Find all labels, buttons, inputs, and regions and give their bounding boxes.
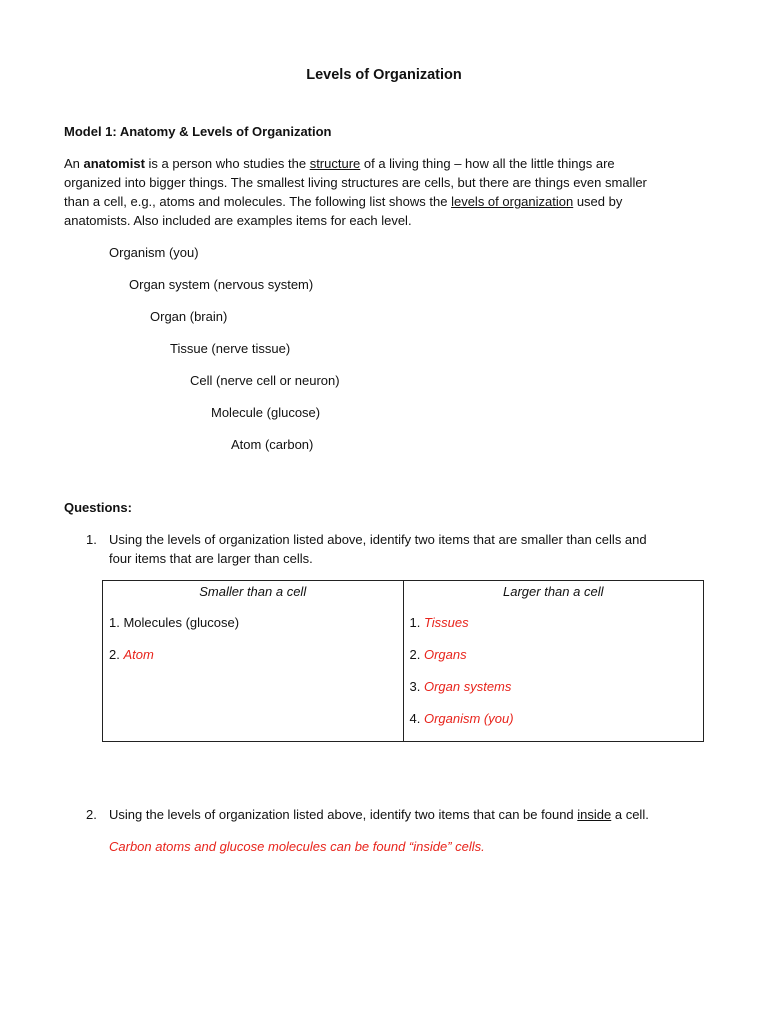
answer-text: Atom: [123, 647, 154, 662]
intro-line-1: [64, 154, 704, 173]
larger-item: [404, 613, 704, 632]
question-2-text-part: Using the levels of organization listed above, identify two items that can be found: [109, 807, 578, 822]
answer-text: Organs: [423, 647, 467, 662]
model-heading: Model 1: Anatomy & Levels of Organization: [64, 124, 332, 139]
intro-line-3: [64, 192, 704, 211]
item-number: 1.: [409, 615, 421, 630]
level-item-organism: Organism (you): [109, 245, 199, 260]
level-item-tissue: Tissue (nerve tissue): [170, 341, 291, 356]
item-number: 2.: [109, 647, 120, 662]
question-1-line-2: four items that are larger than cells.: [109, 551, 313, 566]
term-inside: inside: [577, 807, 612, 822]
question-2-number: 2.: [86, 807, 97, 822]
smaller-item: [103, 645, 403, 664]
intro-paragraph: [64, 154, 704, 230]
level-item-atom: Atom (carbon): [231, 437, 314, 452]
intro-text: is a person who studies the: [144, 156, 310, 171]
page-title: Levels of Organization: [306, 67, 462, 83]
larger-item: [404, 709, 704, 728]
question-1-line-1: Using the levels of organization listed above, identify two items that are smaller than cells and: [109, 532, 647, 547]
smaller-header: Smaller than a cell: [199, 584, 307, 599]
answer-text: Organ systems: [423, 679, 512, 694]
intro-text: used by: [573, 194, 623, 209]
term-levels-of-organization: levels of organization: [451, 194, 574, 209]
answer-text: Organism (you): [423, 711, 514, 726]
answer-table: [102, 580, 704, 742]
item-number: 2.: [409, 647, 421, 662]
level-item-organ: Organ (brain): [150, 309, 228, 324]
level-item-molecule: Molecule (glucose): [211, 405, 321, 420]
questions-heading: Questions:: [64, 500, 132, 515]
item-number: 1.: [109, 615, 120, 630]
question-2-answer: Carbon atoms and glucose molecules can be found “inside” cells.: [109, 839, 485, 854]
smaller-item: [103, 613, 403, 632]
larger-item: [404, 677, 704, 696]
question-1-number: 1.: [86, 532, 97, 547]
intro-text: An: [64, 156, 84, 171]
answer-text: Tissues: [423, 615, 469, 630]
item-number: 4.: [409, 711, 421, 726]
intro-line-4: anatomists. Also included are examples items for each level.: [64, 213, 412, 228]
intro-line-2: organized into bigger things. The smallest living structures are cells, but there are things even smaller: [64, 175, 647, 190]
item-text: Molecules (glucose): [123, 615, 240, 630]
intro-text: than a cell, e.g., atoms and molecules. The following list shows the: [64, 194, 452, 209]
larger-item: [404, 645, 704, 664]
smaller-than-cell-column: [103, 581, 404, 742]
level-item-cell: Cell (nerve cell or neuron): [190, 373, 340, 388]
larger-than-cell-column: [403, 581, 704, 742]
question-2-text: [109, 805, 649, 824]
term-structure: structure: [309, 156, 361, 171]
question-2-text-part: a cell.: [611, 807, 649, 822]
level-item-organ-system: Organ system (nervous system): [129, 277, 314, 292]
larger-header: Larger than a cell: [503, 584, 604, 599]
term-anatomist: anatomist: [83, 156, 145, 171]
item-number: 3.: [409, 679, 421, 694]
intro-text: of a living thing – how all the little things are: [360, 156, 615, 171]
